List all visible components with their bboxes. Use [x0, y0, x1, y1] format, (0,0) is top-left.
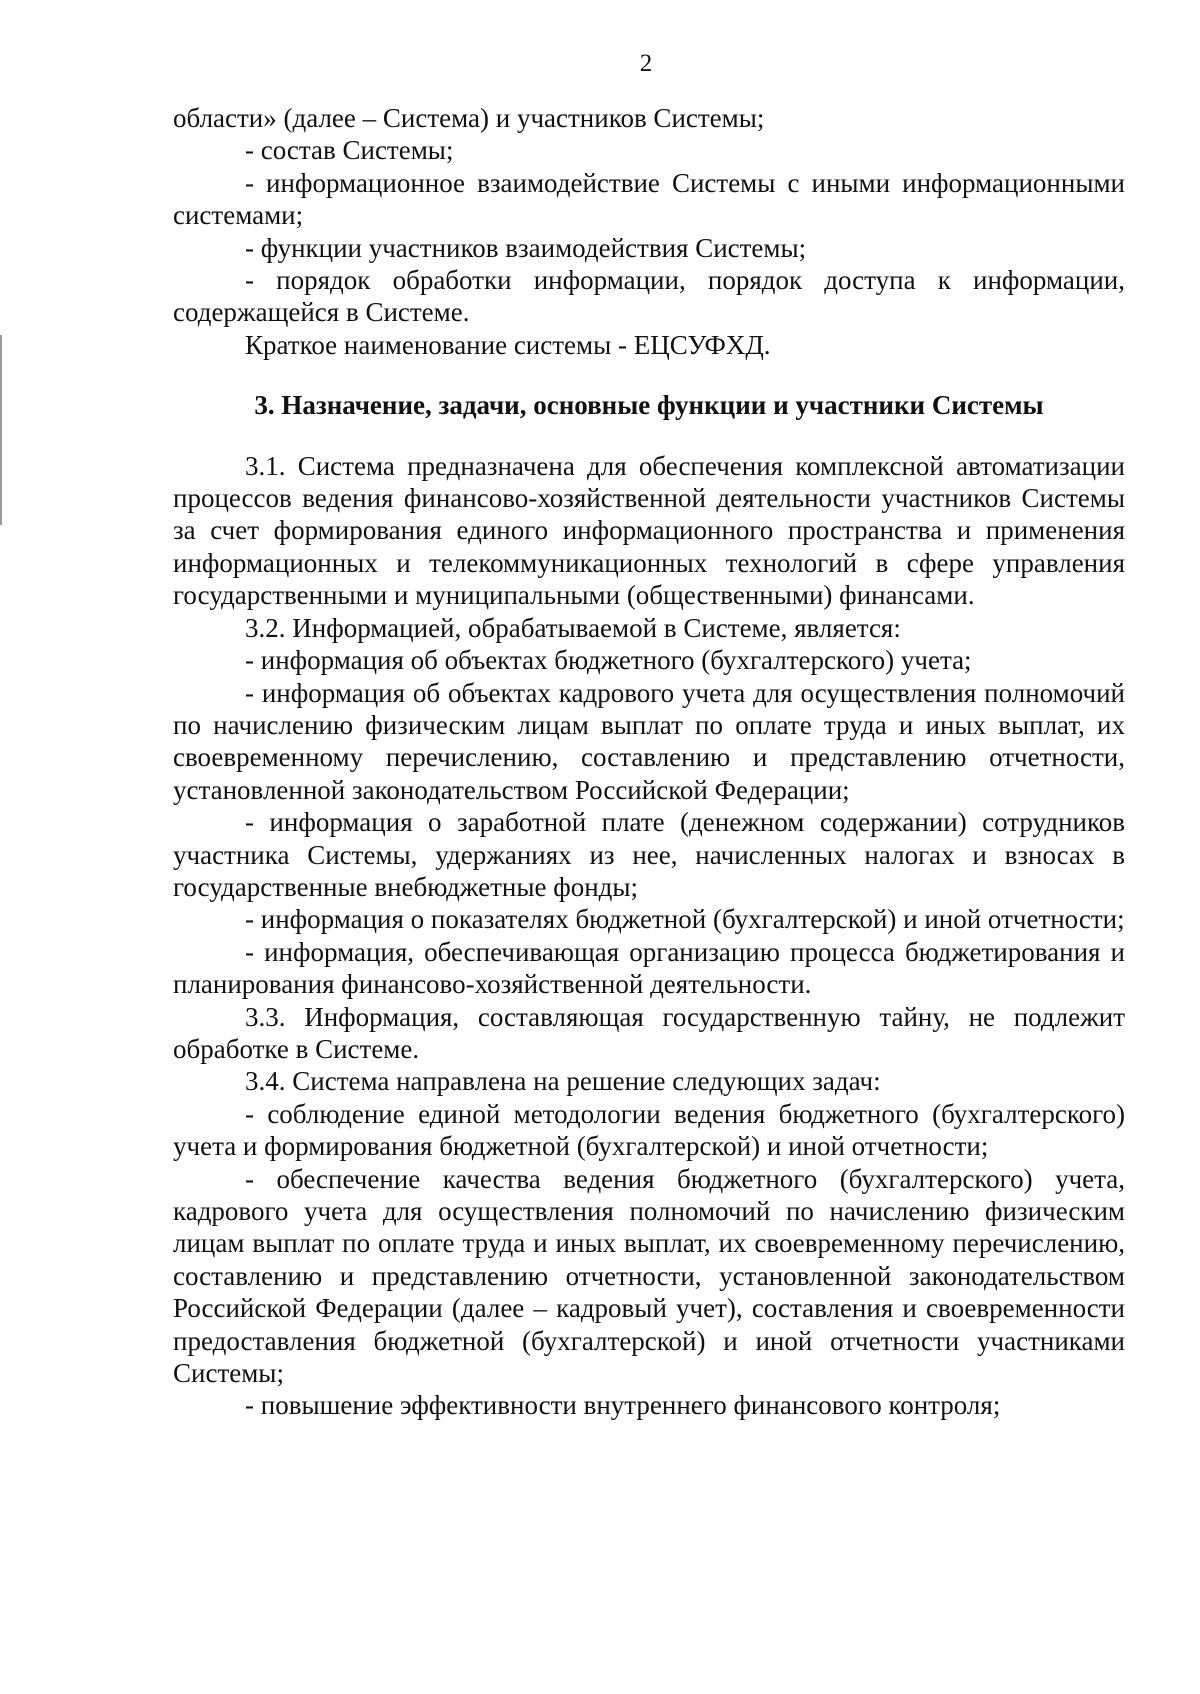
paragraph: 3.3. Информация, составляющая государственную тайну, не подлежит обработке в Системе.: [173, 1001, 1125, 1064]
list-item: - состав Системы;: [245, 135, 454, 166]
paragraph: области» (далее – Система) и участников Системы;: [173, 103, 765, 133]
list-item: - информация об объектах кадрового учета для осуществления полномочий по начислению физическим лицам выплат по оплате труда и иных выплат, их своевременному перечислению, составлению и представлению отчетности, установленной законодательством Российской Федерации;: [173, 677, 1125, 805]
list-item: - обеспечение качества ведения бюджетного (бухгалтерского) учета, кадрового учета для осуществления полномочий по начислению физическим лицам выплат по оплате труда и иных выплат, их своевременному перечислению, составлению и представлению отчетности, установленной законодательством Российской Федерации (далее – кадровый учет), составления и своевременности предоставления бюджетной (бухгалтерской) и иной отчетности участниками Системы;: [173, 1163, 1125, 1389]
document-body: [173, 102, 1125, 1422]
list-item: - информационное взаимодействие Системы с иными информационными системами;: [173, 167, 1125, 231]
list-item: - информация об объектах бюджетного (бухгалтерского) учета;: [245, 645, 972, 676]
list-item: - информация, обеспечивающая организацию процесса бюджетирования и планирования финансово-хозяйственной деятельности.: [173, 936, 1125, 1000]
list-item: - порядок обработки информации, порядок доступа к информации, содержащейся в Системе.: [173, 265, 1125, 328]
section-heading: 3. Назначение, задачи, основные функции и участники Системы: [254, 390, 1044, 421]
paragraph: 3.4. Система направлена на решение следующих задач:: [245, 1066, 881, 1097]
paragraph: Краткое наименование системы - ЕЦСУФХД.: [245, 329, 771, 360]
scan-edge-mark: [0, 335, 2, 525]
page-number: 2: [639, 50, 653, 77]
list-item: - информация о показателях бюджетной (бухгалтерской) и иной отчетности;: [245, 904, 1125, 935]
paragraph: 3.2. Информацией, обрабатываемой в Системе, является:: [245, 612, 901, 643]
list-item: - повышение эффективности внутреннего финансового контроля;: [245, 1390, 1001, 1421]
list-item: - информация о заработной плате (денежном содержании) сотрудников участника Системы, удержаниях из нее, начисленных налогах и взносах в государственные внебюджетные фонды;: [173, 807, 1125, 902]
list-item: - функции участников взаимодействия Системы;: [245, 232, 807, 263]
list-item: - соблюдение единой методологии ведения бюджетного (бухгалтерского) учета и формирования бюджетной (бухгалтерской) и иной отчетности;: [173, 1098, 1125, 1162]
paragraph: 3.1. Система предназначена для обеспечения комплексной автоматизации процессов ведения финансово-хозяйственной деятельности участников Системы за счет формирования единого информационного пространства и применения информационных и телекоммуникационных технологий в сфере управления государственными и муниципальными (общественными) финансами.: [173, 450, 1125, 611]
